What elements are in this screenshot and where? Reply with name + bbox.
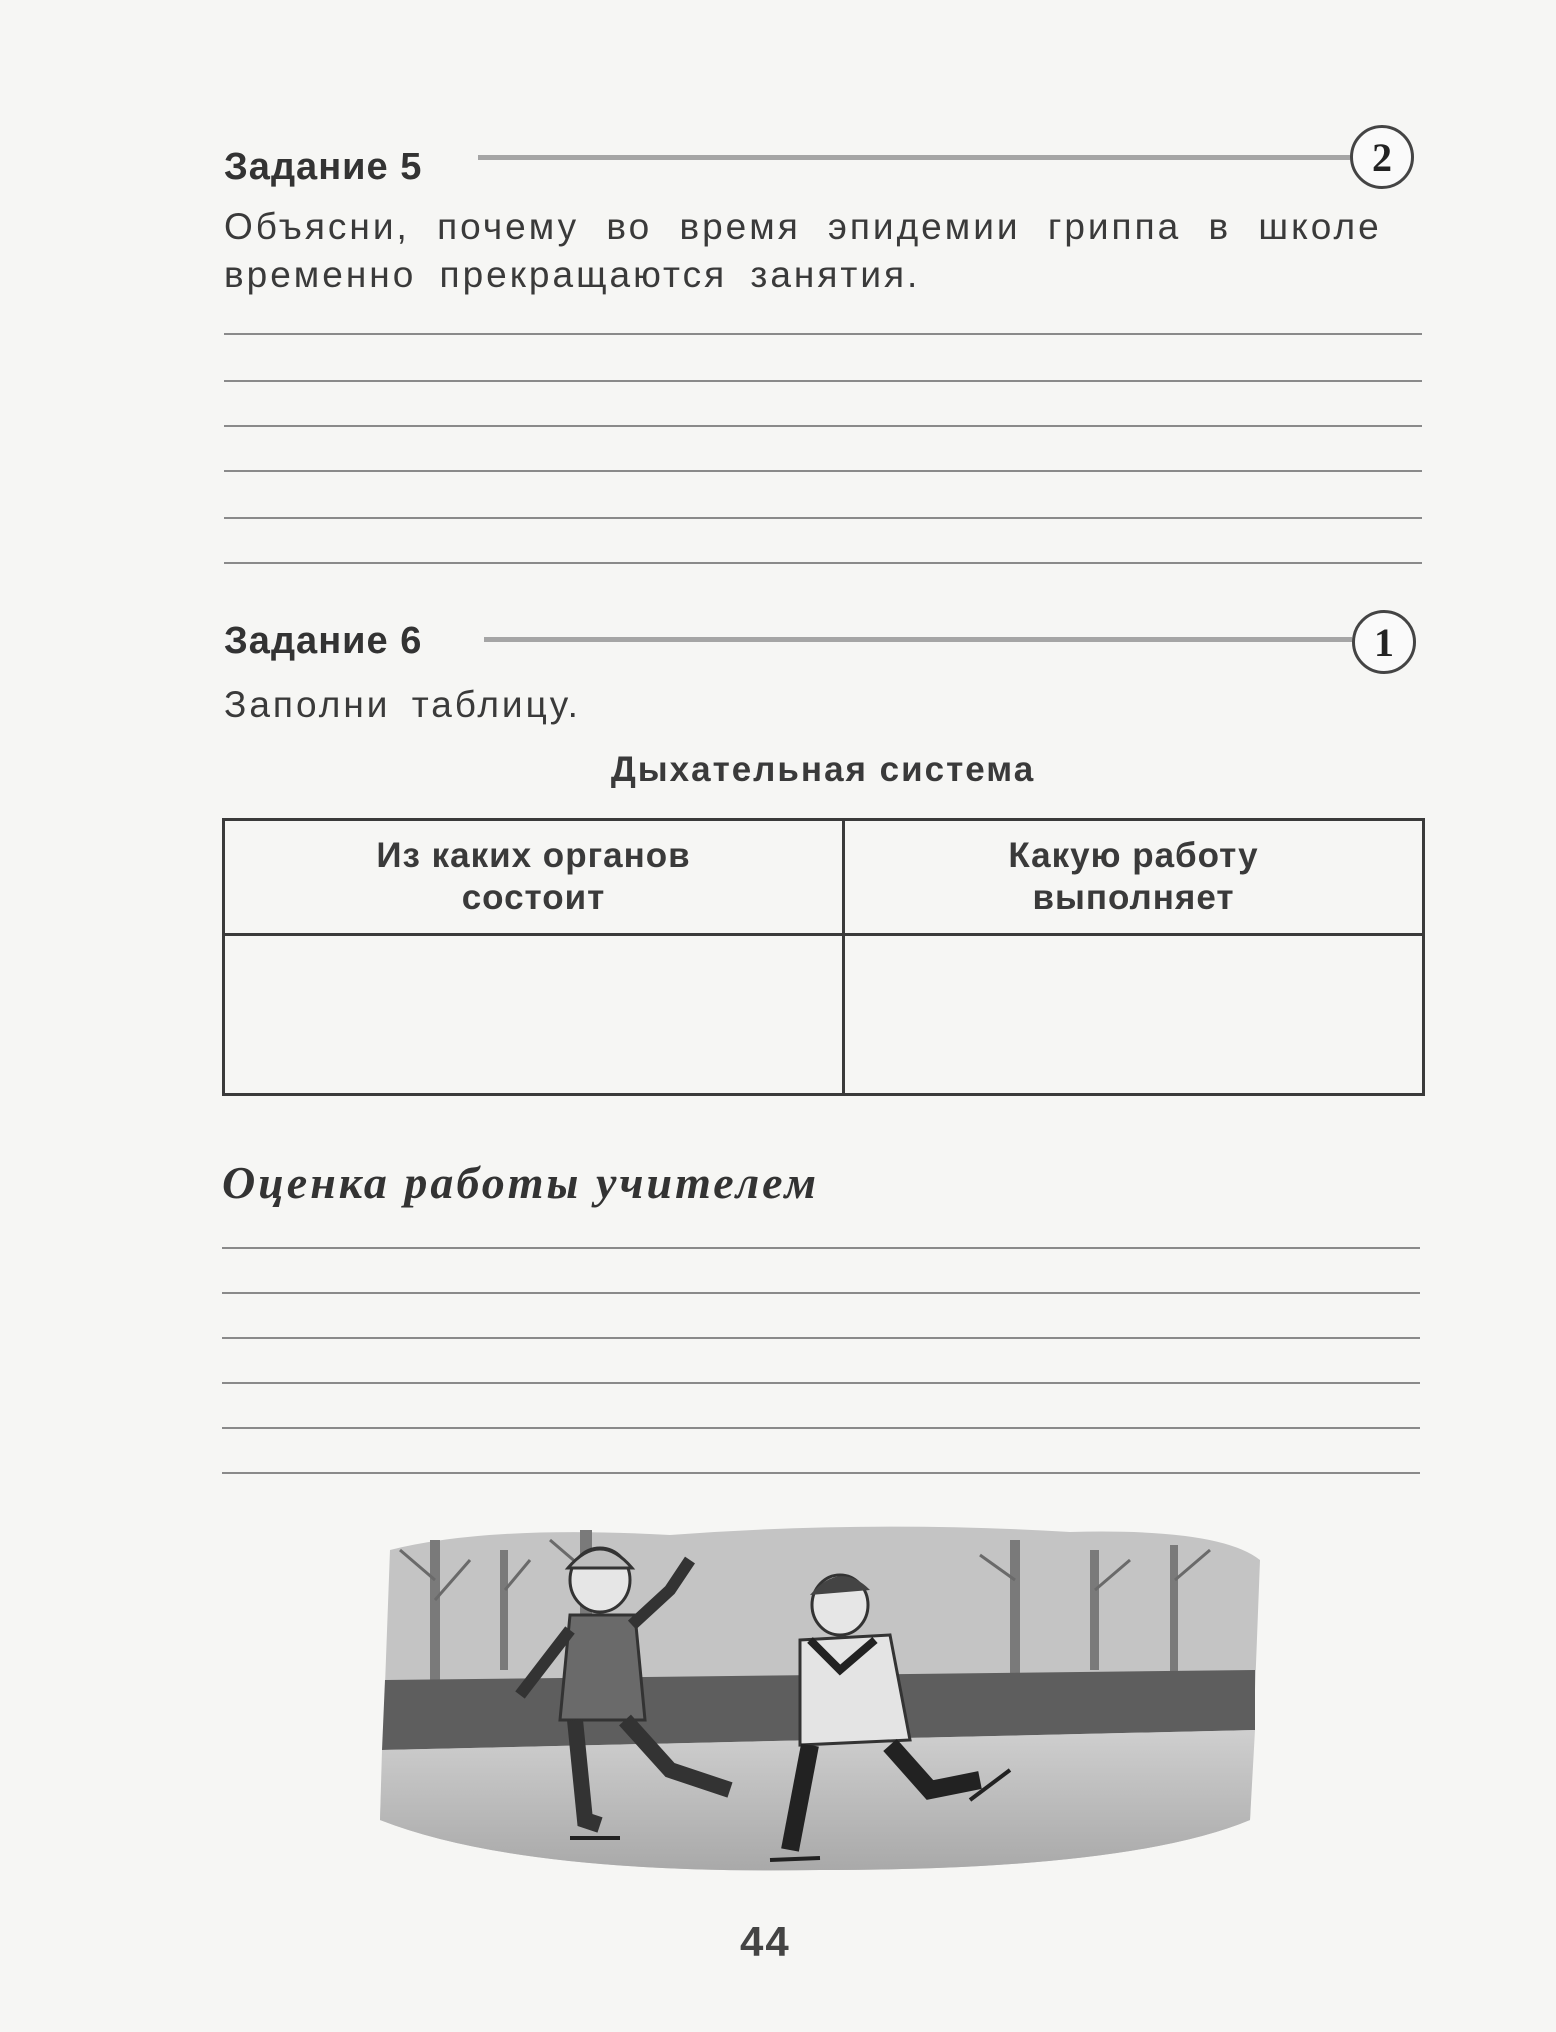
answer-line[interactable]: [224, 333, 1422, 335]
col-header-function: [844, 820, 1424, 935]
task5-title: Задание 5: [224, 146, 423, 188]
task6-prompt: Заполни таблицу.: [224, 684, 581, 725]
answer-line[interactable]: [224, 425, 1422, 427]
grading-line[interactable]: [222, 1247, 1420, 1249]
answer-cell-function[interactable]: [844, 935, 1424, 1095]
task5-points-badge: 2: [1350, 125, 1414, 189]
answer-line[interactable]: [224, 517, 1422, 519]
grading-title: Оценка работы учителем: [222, 1157, 819, 1208]
col-header-function-line1: Какую работу: [1008, 836, 1259, 875]
grading-line[interactable]: [222, 1382, 1420, 1384]
task6-title: Задание 6: [224, 620, 423, 662]
grading-line[interactable]: [222, 1472, 1420, 1474]
col-header-function-line2: выполняет: [1032, 878, 1235, 917]
children-skating-icon: [370, 1520, 1270, 1880]
task6-points-badge: 1: [1352, 610, 1416, 674]
grading-line[interactable]: [222, 1337, 1420, 1339]
answer-line[interactable]: [224, 470, 1422, 472]
col-header-organs-line1: Из каких органов: [376, 836, 691, 875]
answer-cell-organs[interactable]: [224, 935, 844, 1095]
task5-divider: [478, 155, 1350, 160]
table-caption: Дыхательная система: [610, 750, 1036, 789]
task6-divider: [484, 637, 1352, 642]
grading-line[interactable]: [222, 1427, 1420, 1429]
task5-prompt-line1: Объясни, почему во время эпидемии гриппа в школе: [224, 206, 1382, 247]
answer-line[interactable]: [224, 562, 1422, 564]
respiratory-table: [222, 818, 1425, 1096]
page-number: 44: [740, 1918, 791, 1965]
answer-line[interactable]: [224, 380, 1422, 382]
col-header-organs: [224, 820, 844, 935]
task5-prompt-line2: временно прекращаются занятия.: [224, 254, 921, 295]
grading-line[interactable]: [222, 1292, 1420, 1294]
col-header-organs-line2: состоит: [461, 878, 606, 917]
